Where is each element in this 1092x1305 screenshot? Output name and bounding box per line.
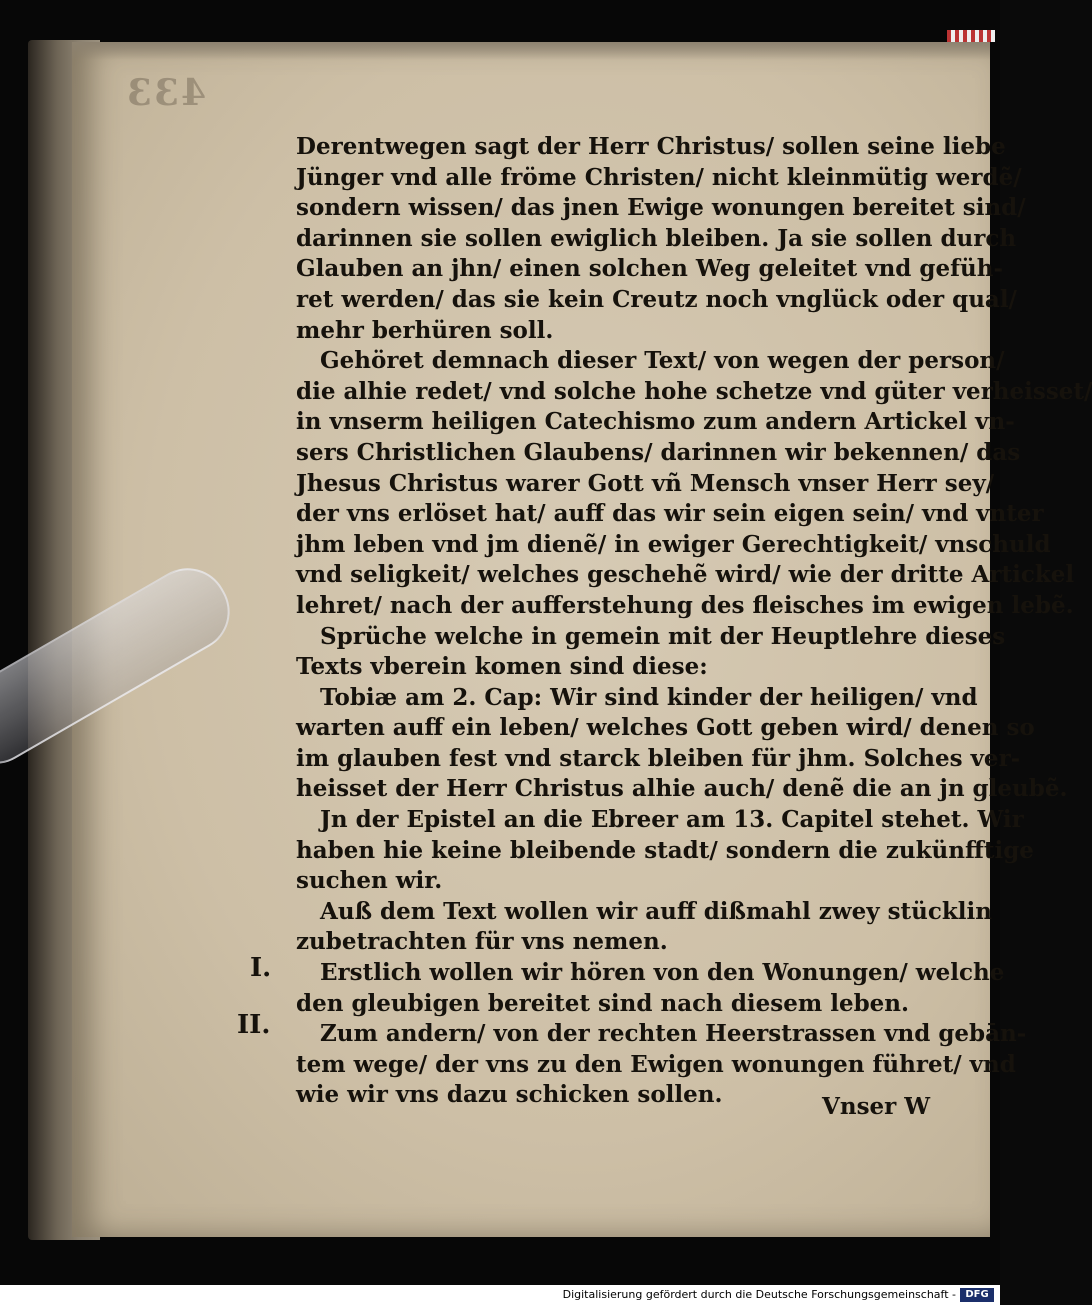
- text-line: Zum andern/ von der rechten Heerstrassen vnd gebān-: [320, 1020, 1027, 1048]
- text-line: suchen wir.: [296, 867, 443, 895]
- text-line: sondern wissen/ das jnen Ewige wonungen bereitet sind/: [296, 194, 1026, 222]
- text-line: Auß dem Text wollen wir auff dißmahl zwey stücklin: [320, 897, 993, 925]
- text-line: Jn der Epistel an die Ebreer am 13. Capitel stehet. Wir: [320, 806, 1024, 834]
- text-line: Gehöret demnach dieser Text/ von wegen der person/: [320, 347, 1005, 375]
- footer-credit: Digitalisierung gefördert durch die Deutsche Forschungsgemeinschaft -: [562, 1288, 956, 1301]
- text-line: wie wir vns dazu schicken sollen.: [296, 1081, 723, 1109]
- text-line: Jhesus Christus warer Gott vñ Mensch vnser Herr sey/: [296, 469, 995, 497]
- text-line: Derentwegen sagt der Herr Christus/ sollen seine liebe: [296, 133, 1006, 160]
- text-line: Sprüche welche in gemein mit der Heuptlehre dieses: [320, 622, 1006, 650]
- footer-bar: [0, 1285, 1000, 1305]
- text-line: zubetrachten für vns nemen.: [296, 928, 668, 956]
- text-line: sers Christlichen Glaubens/ darinnen wir bekennen/ das: [296, 438, 1021, 466]
- text-line: Erstlich wollen wir hören von den Wonungen/ welche: [320, 959, 1005, 987]
- text-line: Glauben an jhn/ einen solchen Weg geleitet vnd gefüh-: [296, 255, 1003, 283]
- text-line: den gleubigen bereitet sind nach diesem leben.: [296, 989, 910, 1017]
- text-line: in vnserm heiligen Catechismo zum andern Artickel vn-: [296, 408, 1015, 436]
- text-line: im glauben fest vnd starck bleiben für jhm. Solches ver-: [296, 744, 1021, 772]
- text-line: Texts vberein komen sind diese:: [296, 653, 708, 681]
- text-line: vnd seligkeit/ welches geschehẽ wird/ wie der dritte Artickel: [296, 561, 1075, 589]
- text-line: darinnen sie sollen ewiglich bleiben. Ja sie sollen durch: [296, 224, 1017, 252]
- dfg-logo: DFG: [960, 1288, 994, 1302]
- text-line: ret werden/ das sie kein Creutz noch vnglück oder qual/: [296, 285, 1017, 313]
- catchword: Vnser W: [822, 1093, 931, 1120]
- text-line: heisset der Herr Christus alhie auch/ denẽ die an jn gleubẽ.: [296, 775, 1068, 803]
- text-line: Jünger vnd alle fröme Christen/ nicht kleinmütig werdẽ/: [296, 163, 1022, 191]
- text-line: haben hie keine bleibende stadt/ sondern die zukünfftige: [296, 836, 1034, 864]
- text-line: Tobiæ am 2. Cap: Wir sind kinder der heiligen/ vnd: [320, 683, 978, 711]
- text-line: jhm leben vnd jm dienẽ/ in ewiger Gerechtigkeit/ vnschuld: [296, 530, 1051, 558]
- text-line: mehr berhüren soll.: [296, 316, 554, 344]
- text-line: der vns erlöset hat/ auff das wir sein eigen sein/ vnd vnter: [296, 500, 1044, 528]
- text-line: warten auff ein leben/ welches Gott geben wird/ denen so: [296, 714, 1035, 742]
- page-shadow: [72, 42, 990, 60]
- text-line: lehret/ nach der aufferstehung des fleisches im ewigen lebẽ.: [296, 591, 1074, 619]
- section-marker-one: I.: [250, 953, 272, 983]
- section-marker-two: II.: [237, 1010, 271, 1040]
- color-strip: [947, 30, 995, 42]
- text-line: tem wege/ der vns zu den Ewigen wonungen führet/ vnd: [296, 1050, 1016, 1078]
- page-text: [296, 132, 1092, 1111]
- text-line: die alhie redet/ vnd solche hohe schetze vnd güter verheisset/: [296, 377, 1092, 405]
- page-number: 433: [125, 72, 207, 114]
